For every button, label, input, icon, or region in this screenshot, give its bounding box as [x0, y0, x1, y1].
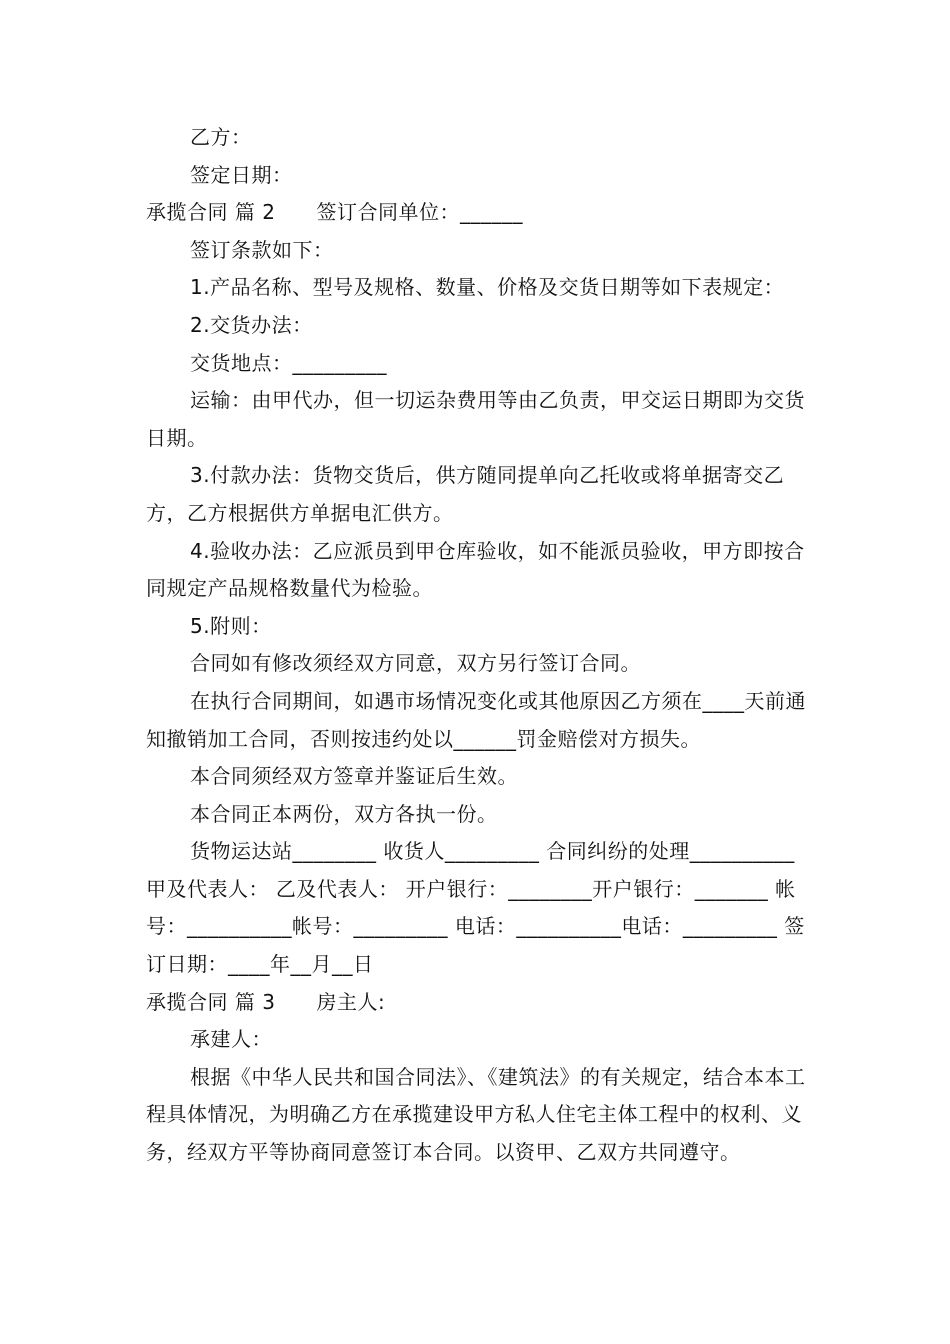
paragraph: 在执行合同期间，如遇市场情况变化或其他原因乙方须在____天前通知撤销加工合同，否则按违约处以______罚金赔偿对方损失。 — [146, 688, 806, 751]
paragraph: 运输：由甲代办，但一切运杂费用等由乙负责，甲交运日期即为交货日期。 — [146, 388, 805, 450]
paragraph: 根据《中华人民共和国合同法》、《建筑法》的有关规定，结合本本工程具体情况，为明确乙方在承揽建设甲方私人住宅主体工程中的权利、义务，经双方平等协商同意签订本合同。以资甲、乙双方共同遵守。 — [146, 1064, 806, 1165]
signature-block: 货物运达站________ 收货人_________ 合同纠纷的处理__________ 甲及代表人： 乙及代表人： 开户银行：________开户银行：_______ 帐号：__________帐号：_________ 电话：__________电话：_________ 签订日期：____年__月__日 — [146, 839, 805, 977]
paragraph: 承建人： — [190, 1027, 272, 1052]
paragraph: 签订条款如下： — [190, 237, 334, 262]
document-body — [146, 119, 810, 1172]
paragraph: 2.交货办法： — [190, 312, 313, 337]
paragraph: 合同如有修改须经双方同意，双方另行签订合同。 — [190, 651, 641, 676]
paragraph: 4.验收办法：乙应派员到甲仓库验收，如不能派员验收，甲方即按合同规定产品规格数量代为检验。 — [146, 538, 805, 601]
section-heading-3: 承揽合同 篇 3 房主人: — [146, 989, 386, 1014]
paragraph: 本合同正本两份，双方各执一份。 — [190, 801, 498, 826]
paragraph: 3.付款办法：货物交货后，供方随同提单向乙托收或将单据寄交乙方，乙方根据供方单据电汇供方。 — [146, 463, 785, 525]
party-b-line: 乙方： — [190, 125, 252, 149]
paragraph: 1.产品名称、型号及规格、数量、价格及交货日期等如下表规定： — [190, 275, 785, 300]
section-heading-2: 承揽合同 篇 2 签订合同单位：______ — [146, 200, 523, 225]
signing-date-line: 签定日期： — [190, 162, 293, 187]
paragraph: 5.附则： — [190, 613, 272, 638]
paragraph: 交货地点：_________ — [190, 350, 387, 375]
paragraph: 本合同须经双方签章并鉴证后生效。 — [190, 764, 518, 789]
